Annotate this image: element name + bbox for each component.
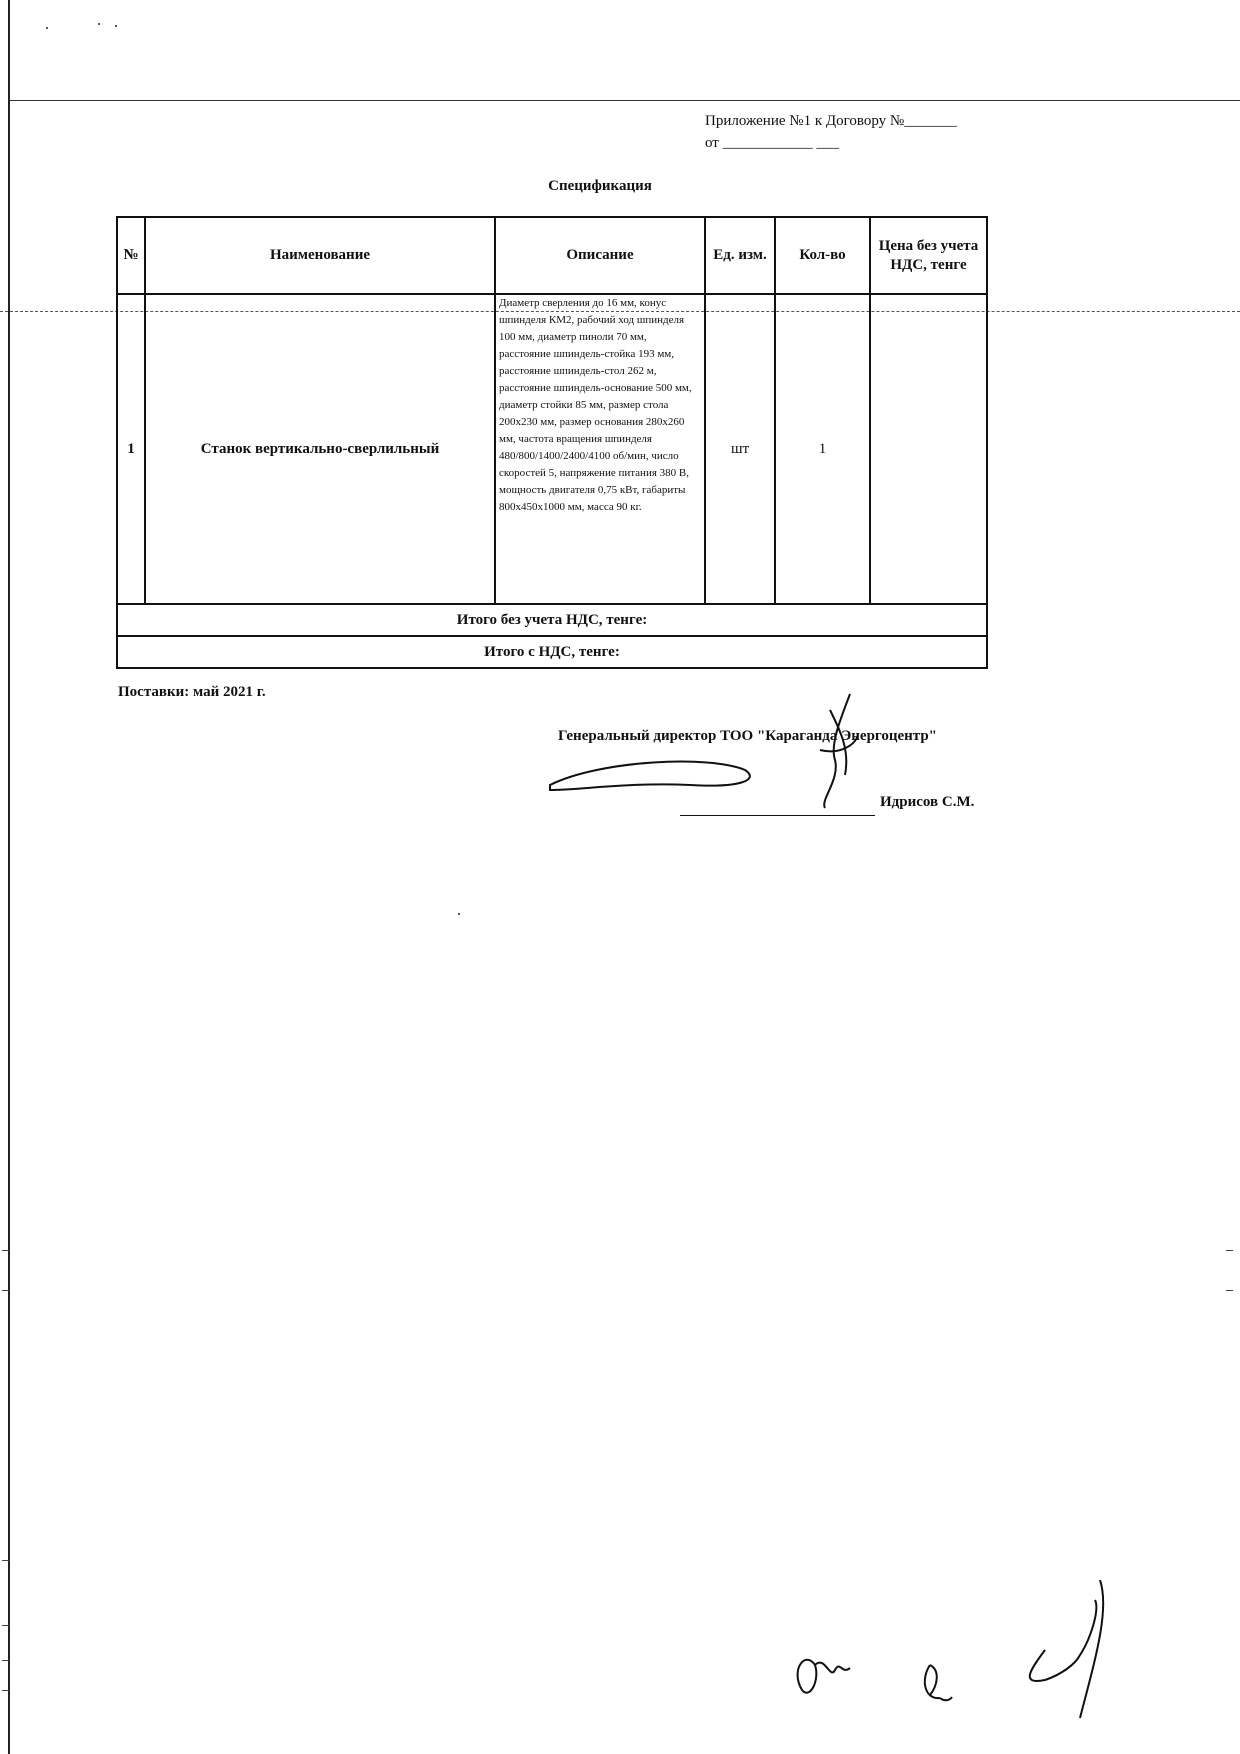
scan-margin-mark [1226,1290,1233,1291]
delivery-note: Поставки: май 2021 г. [118,684,266,700]
signature-line [680,815,875,816]
director-signature [540,690,880,810]
total-no-vat-row [117,604,987,636]
scan-margin-mark [2,1560,9,1561]
signatory-name: Идрисов С.М. [880,794,975,810]
scan-margin-mark [2,1690,9,1691]
header-description: Описание [495,217,705,294]
header-price: Цена без учета НДС, тенге [870,217,987,294]
annex-header [705,110,957,154]
specification-table [116,216,988,669]
header-unit: Ед. изм. [705,217,775,294]
scan-margin-mark [2,1250,9,1251]
cell-quantity: 1 [775,294,870,604]
table-row [117,294,987,604]
cell-description: Диаметр сверления до 16 мм, конус шпинделя КМ2, рабочий ход шпинделя 100 мм, диаметр пиноли 70 мм, расстояние шпиндель-стойка 193 мм, расстояние шпиндель-стол 262 м, расстояние шпиндель-основание 500 мм, диаметр стойки 85 мм, размер стола 200х230 мм, размер основания 280х260 мм, частота вращения шпинделя 480/800/1400/2400/4100 об/мин, число скоростей 5, напряжение питания 380 В, мощность двигателя 0,75 кВт, габариты 800х450х1000 мм, масса 90 кг. [495,294,705,604]
document-title: Спецификация [548,178,652,194]
cell-name: Станок вертикально-сверлильный [145,294,495,604]
total-vat-label: Итого с НДС, тенге: [117,636,987,668]
header-quantity: Кол-во [775,217,870,294]
scan-speck [98,23,100,25]
header-name: Наименование [145,217,495,294]
scan-left-edge [8,0,10,1754]
total-no-vat-label: Итого без учета НДС, тенге: [117,604,987,636]
scan-margin-mark [1226,1250,1233,1251]
cell-unit: шт [705,294,775,604]
header-num: № [117,217,145,294]
scan-margin-mark [2,1660,9,1661]
table-header-row [117,217,987,294]
scan-speck [458,913,460,915]
scan-margin-mark [2,1625,9,1626]
page-initials [780,1570,1190,1720]
scan-top-divider [8,100,1240,101]
scan-speck [115,25,117,27]
annex-date-line: от ____________ ___ [705,135,839,151]
total-vat-row [117,636,987,668]
scan-speck [46,27,48,29]
cell-price [870,294,987,604]
director-position: Генеральный директор ТОО "Караганда Энергоцентр" [558,728,938,744]
annex-contract-line: Приложение №1 к Договору №_______ [705,113,957,129]
cell-num: 1 [117,294,145,604]
scan-margin-mark [2,1290,9,1291]
